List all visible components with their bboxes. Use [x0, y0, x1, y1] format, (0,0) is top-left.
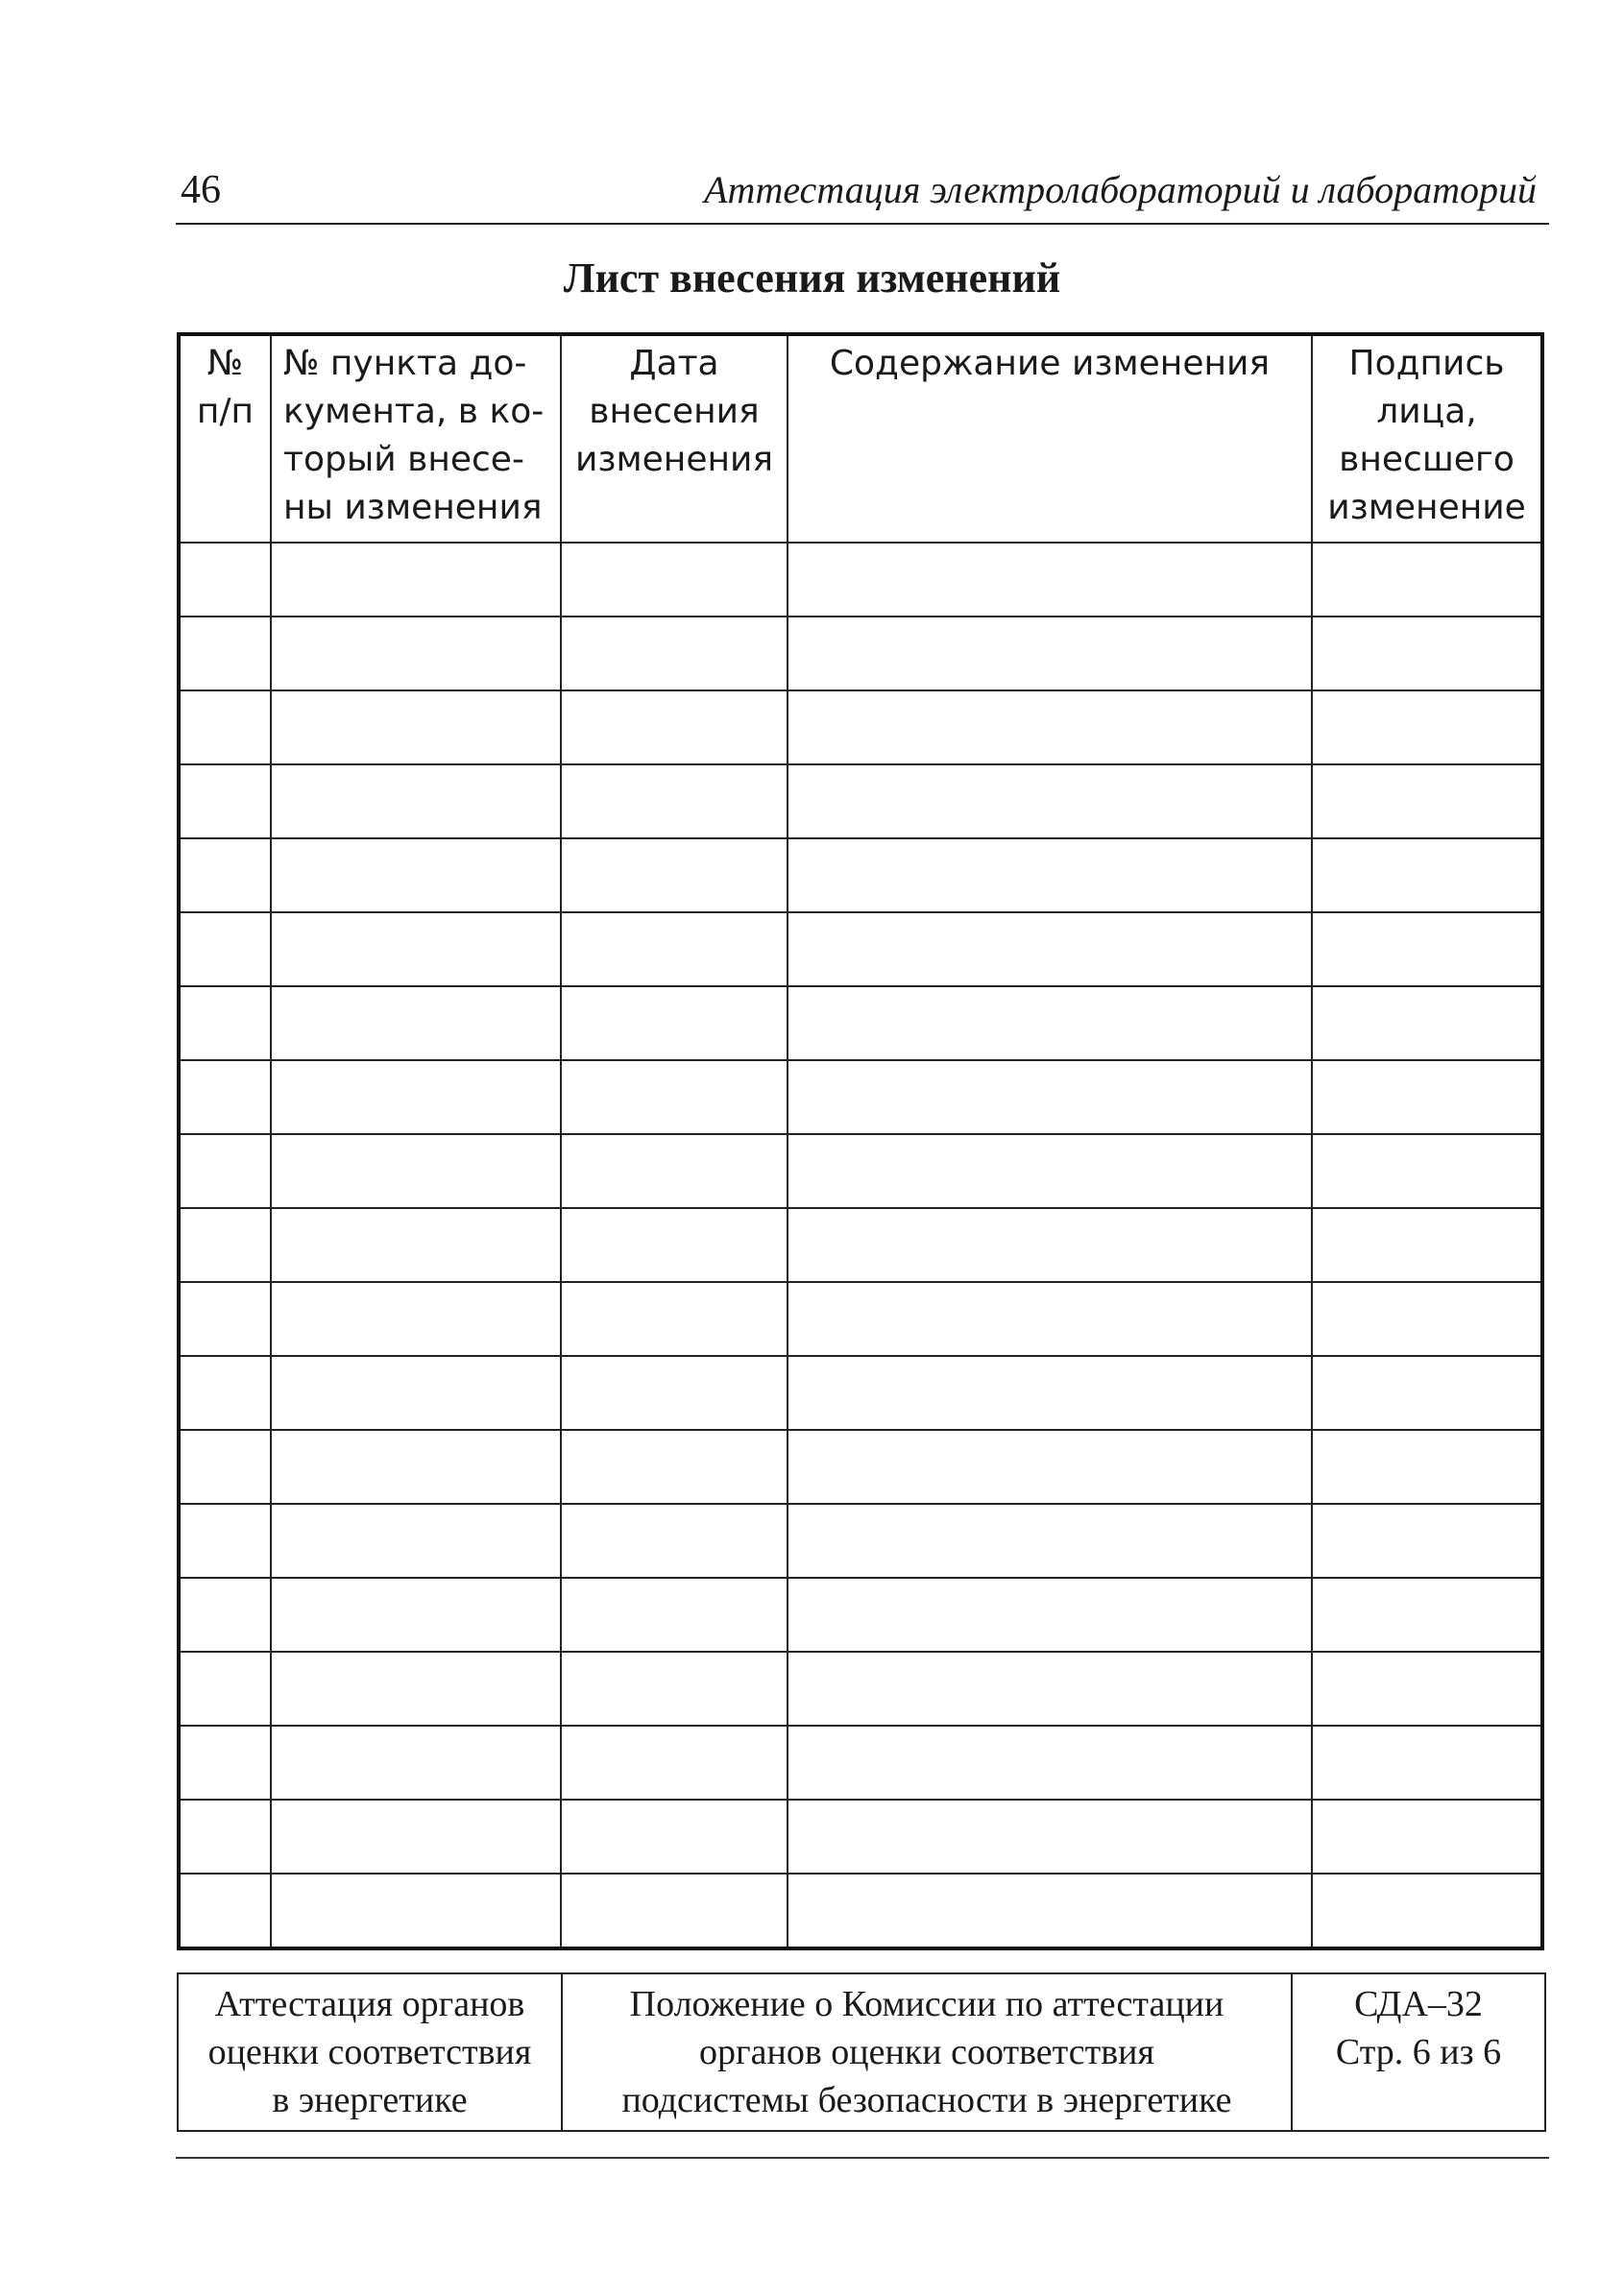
table-cell [561, 912, 788, 986]
table-cell [1312, 690, 1542, 764]
header-line: кумента, в ко- [283, 392, 545, 431]
bottom-rule [176, 2157, 1549, 2159]
header-line: Содержание изменения [829, 344, 1271, 383]
table-cell [179, 617, 271, 690]
table-cell [1312, 1874, 1542, 1948]
table-row [179, 1356, 1542, 1430]
running-header: Аттестация электролабораторий и лабораторий [704, 168, 1537, 211]
table-cell [271, 1282, 561, 1356]
table-cell [271, 1800, 561, 1874]
table-cell [271, 838, 561, 912]
table-cell [788, 1134, 1312, 1208]
table-cell [1312, 1578, 1542, 1652]
table-cell [271, 1134, 561, 1208]
table-row [179, 1578, 1542, 1652]
footer-line: оценки соответствия [207, 2032, 532, 2072]
table-cell [788, 1208, 1312, 1282]
table-row [179, 764, 1542, 838]
table-cell [561, 1134, 788, 1208]
table-row [179, 1282, 1542, 1356]
table-row [179, 1208, 1542, 1282]
table-cell [271, 543, 561, 617]
table-cell [561, 764, 788, 838]
table-cell [788, 1282, 1312, 1356]
table-cell [179, 1430, 271, 1504]
table-cell [271, 764, 561, 838]
changes-table [177, 332, 1544, 1950]
table-cell [561, 1356, 788, 1430]
header-line: п/п [196, 392, 255, 431]
table-cell [788, 1356, 1312, 1430]
table-cell [1312, 1208, 1542, 1282]
table-cell [561, 1504, 788, 1578]
table-cell [1312, 1282, 1542, 1356]
table-cell [179, 986, 271, 1060]
table-cell [179, 1800, 271, 1874]
table-cell [561, 1726, 788, 1800]
col-header-number [179, 334, 271, 543]
table-cell [561, 986, 788, 1060]
table-row [179, 1060, 1542, 1134]
footer-center-cell [562, 1973, 1292, 2131]
table-cell [271, 986, 561, 1060]
table-row [179, 1652, 1542, 1726]
table-cell [1312, 1726, 1542, 1800]
table-cell [1312, 986, 1542, 1060]
table-cell [788, 543, 1312, 617]
header-line: лица, [1376, 392, 1477, 431]
table-cell [561, 690, 788, 764]
table-cell [1312, 1430, 1542, 1504]
table-cell [179, 838, 271, 912]
table-cell [179, 1578, 271, 1652]
table-row [179, 1726, 1542, 1800]
table-cell [1312, 1800, 1542, 1874]
table-row [179, 838, 1542, 912]
header-line: внесения [589, 392, 760, 431]
sheet-title: Лист внесения изменений [563, 254, 1061, 302]
table-cell [561, 1800, 788, 1874]
table-cell [788, 912, 1312, 986]
header-line: ны изменения [283, 488, 543, 527]
footer-stamp [177, 1972, 1546, 2132]
footer-left-cell [178, 1973, 562, 2131]
table-cell [561, 1060, 788, 1134]
footer-line: в энергетике [272, 2080, 468, 2120]
footer-line: СДА–32 [1354, 1984, 1483, 2024]
table-cell [271, 1578, 561, 1652]
table-cell [561, 1430, 788, 1504]
table-cell [1312, 1652, 1542, 1726]
table-cell [179, 1282, 271, 1356]
table-cell [561, 1208, 788, 1282]
footer-line: органов оценки соответствия [699, 2032, 1154, 2072]
footer-line: Положение о Комиссии по аттестации [629, 1984, 1224, 2024]
table-cell [788, 986, 1312, 1060]
header-line: изменение [1327, 488, 1526, 527]
table-cell [788, 1874, 1312, 1948]
header-line: торый внесе- [283, 440, 524, 479]
table-cell [271, 1430, 561, 1504]
table-row [179, 986, 1542, 1060]
table-cell [271, 1652, 561, 1726]
col-header-date [561, 334, 788, 543]
table-cell [561, 617, 788, 690]
table-cell [271, 1060, 561, 1134]
table-cell [788, 1800, 1312, 1874]
table-cell [561, 1652, 788, 1726]
table-cell [271, 690, 561, 764]
col-header-content [788, 334, 1312, 543]
table-row [179, 1430, 1542, 1504]
table-cell [561, 543, 788, 617]
table-cell [179, 543, 271, 617]
table-cell [271, 617, 561, 690]
table-cell [271, 912, 561, 986]
footer-line: Стр. 6 из 6 [1335, 2032, 1502, 2072]
table-cell [179, 1134, 271, 1208]
table-row [179, 1800, 1542, 1874]
table-cell [179, 1208, 271, 1282]
table-cell [561, 1578, 788, 1652]
table-cell [561, 1874, 788, 1948]
page-number: 46 [181, 168, 221, 212]
table-cell [271, 1356, 561, 1430]
table-cell [179, 1652, 271, 1726]
header-line: Подпись [1348, 344, 1505, 383]
header-line: Дата [629, 344, 719, 383]
table-cell [1312, 912, 1542, 986]
table-cell [271, 1504, 561, 1578]
table-cell [179, 690, 271, 764]
table-cell [1312, 1134, 1542, 1208]
table-cell [179, 1356, 271, 1430]
table-cell [1312, 1356, 1542, 1430]
header-line: внесшего [1339, 440, 1515, 479]
table-row [179, 1134, 1542, 1208]
table-cell [271, 1208, 561, 1282]
table-cell [788, 617, 1312, 690]
table-cell [788, 764, 1312, 838]
table-cell [788, 1726, 1312, 1800]
footer-row [178, 1973, 1545, 2131]
table-cell [788, 690, 1312, 764]
header-rule [176, 223, 1549, 225]
table-cell [788, 1578, 1312, 1652]
table-cell [1312, 543, 1542, 617]
table-cell [1312, 1504, 1542, 1578]
table-cell [561, 1282, 788, 1356]
table-cell [561, 838, 788, 912]
table-body [179, 543, 1542, 1948]
table-cell [788, 838, 1312, 912]
col-header-clause [271, 334, 561, 543]
table-row [179, 1874, 1542, 1948]
table-cell [1312, 617, 1542, 690]
table-cell [179, 1874, 271, 1948]
table-cell [179, 1504, 271, 1578]
table-row [179, 617, 1542, 690]
table-cell [1312, 1060, 1542, 1134]
col-header-signature [1312, 334, 1542, 543]
table-cell [788, 1504, 1312, 1578]
table-cell [179, 764, 271, 838]
footer-right-cell [1292, 1973, 1545, 2131]
table-cell [271, 1874, 561, 1948]
header-line: № [206, 344, 244, 383]
table-row [179, 690, 1542, 764]
table-cell [179, 912, 271, 986]
table-row [179, 543, 1542, 617]
table-row [179, 912, 1542, 986]
table-cell [788, 1060, 1312, 1134]
header-line: изменения [574, 440, 774, 479]
table-cell [788, 1652, 1312, 1726]
table-cell [1312, 764, 1542, 838]
table-row [179, 1504, 1542, 1578]
table-cell [179, 1726, 271, 1800]
footer-line: подсистемы безопасности в энергетике [621, 2080, 1232, 2120]
table-cell [271, 1726, 561, 1800]
header-line: № пункта до- [283, 344, 527, 383]
footer-line: Аттестация органов [214, 1984, 525, 2024]
table-header-row [179, 334, 1542, 543]
table-cell [179, 1060, 271, 1134]
table-cell [1312, 838, 1542, 912]
table-cell [788, 1430, 1312, 1504]
